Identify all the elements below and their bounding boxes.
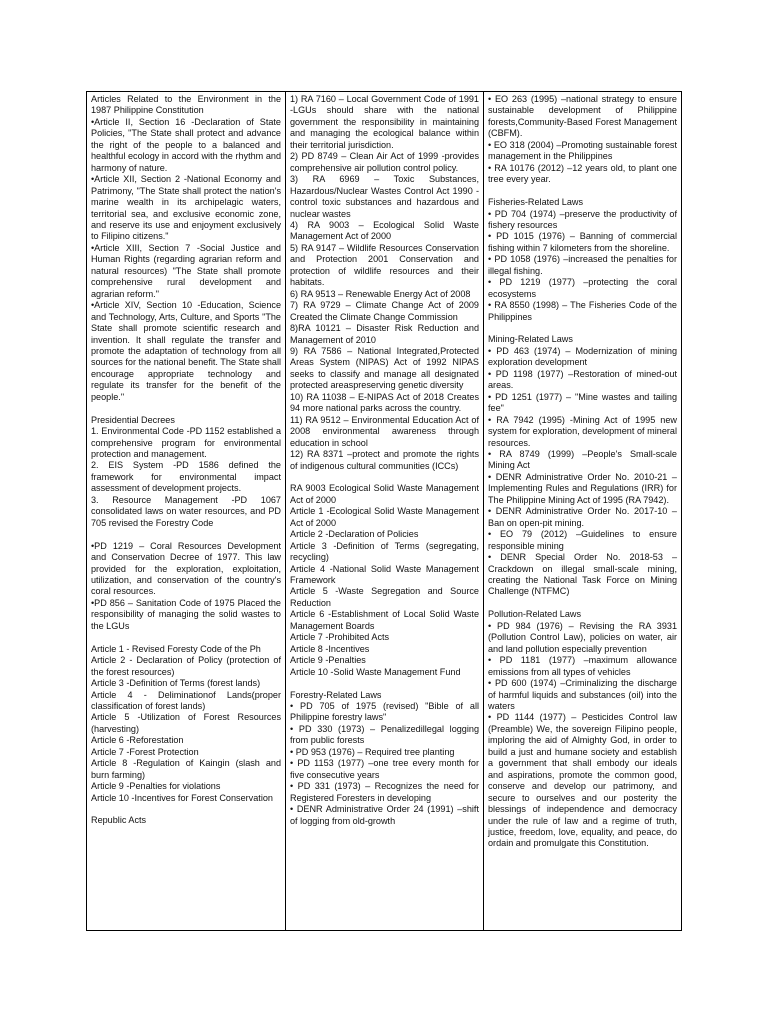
text-line: 2) PD 8749 – Clean Air Act of 1999 -provides comprehensive air pollution control policy.	[290, 151, 479, 173]
blank-line	[91, 529, 281, 540]
blank-line	[488, 323, 677, 334]
text-line: • PD 330 (1973) – Penalizedillegal logging from public forests	[290, 723, 479, 746]
text-line: 1) RA 7160 – Local Government Code of 1991 -LGUs should share with the national government the responsibility in maintaining and managing the ecological balance within their territorial jurisdiction.	[290, 94, 479, 150]
text-line: 10) RA 11038 – E-NIPAS Act of 2018 Creates 94 more national parks across the country.	[290, 391, 479, 414]
text-line: Article 2 - Declaration of Policy (protection of the forest resources)	[91, 655, 281, 677]
text-line: 3. Resource Management -PD 1067 consolidated laws on water resources, and PD 705 revised the Forestry Code	[91, 494, 281, 528]
text-line: 8)RA 10121 – Disaster Risk Reduction and Management of 2010	[290, 323, 479, 345]
column-sector-laws	[483, 92, 681, 930]
text-line: Article 10 -Solid Waste Management Fund	[290, 666, 461, 677]
text-line: 5) RA 9147 – Wildlife Resources Conservation and Protection 2001 Conservation and protection of wildlife resources and their habitats.	[290, 242, 479, 288]
text-line: •Article II, Section 16 -Declaration of State Policies, "The State shall protect and advance the right of the people to a balanced and healthful ecology in accord with the rhythm and harmony of nature.	[91, 116, 281, 173]
text-line: •Article XII, Section 2 -National Economy and Patrimony, "The State shall protect the nation's marine wealth in its archipelagic waters, territorial sea, and exclusive economic zone, and reserve its use and enjoyment exclusively to Filipino citizens."	[91, 174, 281, 242]
text-line: • DENR Administrative Order 24 (1991) –shift of logging from old-growth	[290, 804, 479, 826]
column-republic-acts	[285, 92, 483, 930]
text-line: Article 2 -Declaration of Policies	[290, 529, 419, 540]
text-line: • EO 263 (1995) –national strategy to ensure sustainable development of Philippine forests,Community-Based Forest Management (CBFM).	[488, 94, 677, 139]
text-line: Article 3 -Definition of Terms (forest lands)	[91, 678, 261, 689]
text-line: Mining-Related Laws	[488, 334, 573, 345]
text-line: Article 3 -Definition of Terms (segregating, recycling)	[290, 540, 479, 563]
column-constitution-decrees	[87, 92, 285, 930]
text-line: Article 4 - Deliminationof Lands(proper classification of forest lands)	[91, 689, 281, 711]
text-line: Article 9 -Penalties	[290, 655, 366, 666]
text-line: 12) RA 8371 –protect and promote the rights of indigenous cultural communities (ICCs)	[290, 449, 479, 471]
text-line: •Article XIII, Section 7 -Social Justice and Human Rights (regarding agrarian reform and natural resources) "The State shall promote comprehensive rural development and agrarian reform."	[91, 242, 281, 299]
text-line: •PD 856 – Sanitation Code of 1975 Placed the responsibility of managing the solid wastes to the LGUs	[91, 597, 281, 631]
text-line: Article 6 -Establishment of Local Solid Waste Management Boards	[290, 609, 479, 631]
text-line: • EO 318 (2004) –Promoting sustainable forest management in the Philippines	[488, 139, 677, 162]
text-line: • DENR Administrative Order No. 2010-21 –Implementing Rules and Regulations (IRR) for The Philippine Mining Act of 1995 (RA 7942).	[488, 471, 677, 505]
text-line: Article 6 -Reforestation	[91, 735, 184, 746]
text-line: Article 9 -Penalties for violations	[91, 781, 221, 792]
text-line: •Article XIV, Section 10 -Education, Science and Technology, Arts, Culture, and Sports "The State shall promote scientific research and invention. It shall regulate the transfer and promote the adaptation of technology from all sources for the national benefit. The State shall encourage appropriate technology and regulate its transfer for the benefit of the people."	[91, 300, 281, 402]
text-line: • RA 8550 (1998) – The Fisheries Code of the Philippines	[488, 300, 677, 322]
text-line: • PD 1058 (1976) –increased the penalties for illegal fishing.	[488, 254, 677, 276]
text-line: 11) RA 9512 – Environmental Education Act of 2008 environmental awareness through education in school	[290, 414, 479, 448]
text-line: • DENR Special Order No. 2018-53 –Crackdown on illegal small-scale mining, creating the National Task Force on Mining Challenge (NTFMC)	[488, 552, 677, 597]
document-page	[86, 91, 682, 931]
text-line: Forestry-Related Laws	[290, 689, 382, 700]
text-line: Articles Related to the Environment in the 1987 Philippine Constitution	[91, 94, 281, 116]
text-line: 3) RA 6969 – Toxic Substances, Hazardous/Nuclear Wastes Control Act 1990 -control toxic substances and hazardous and nuclear wastes	[290, 174, 479, 219]
blank-line	[290, 472, 479, 483]
text-line: • PD 463 (1974) – Modernization of mining exploration development	[488, 345, 677, 368]
text-line: • PD 1144 (1977) – Pesticides Control law (Preamble) We, the sovereign Filipino people, imploring the aid of Almighty God, in order to build a just and humane society and establish a government that shall embody our ideals and aspirations, promote the common good, conserve and develop our patrimony, and secure to ourselves and our posterity the blessings of independence and democracy under the rule of law and a regime of truth, justice, freedom, love, equality, and peace, do ordain and promulgate this Constitution.	[488, 712, 677, 849]
text-line: • RA 8749 (1999) –People's Small-scale Mining Act	[488, 449, 677, 471]
text-line: • PD 1015 (1976) – Banning of commercial fishing within 7 kilometers from the shoreline.	[488, 231, 677, 253]
text-line: • PD 1251 (1977) – "Mine wastes and tailing fee"	[488, 391, 677, 414]
text-line: • PD 1181 (1977) –maximum allowance emissions from all types of vehicles	[488, 655, 677, 677]
text-line: Pollution-Related Laws	[488, 609, 582, 620]
text-line: 1. Environmental Code -PD 1152 established a comprehensive program for environmental protection and management.	[91, 426, 281, 460]
blank-line	[488, 186, 677, 197]
text-line: • RA 10176 (2012) –12 years old, to plant one tree every year.	[488, 162, 677, 185]
text-line: • PD 1198 (1977) –Restoration of mined-out areas.	[488, 368, 677, 391]
text-line: Article 8 -Regulation of Kaingin (slash and burn farming)	[91, 758, 281, 780]
text-line: 7) RA 9729 – Climate Change Act of 2009 Created the Climate Change Commission	[290, 300, 479, 322]
text-line: • PD 1219 (1977) –protecting the coral ecosystems	[488, 277, 677, 299]
text-line: Article 7 -Prohibited Acts	[290, 632, 390, 643]
text-line: • DENR Administrative Order No. 2017-10 –Ban on open-pit mining.	[488, 506, 677, 528]
text-line: 4) RA 9003 – Ecological Solid Waste Management Act of 2000	[290, 219, 479, 242]
text-line: • PD 600 (1974) –Criminalizing the discharge of harmful liquids and substances (oil) into the waters	[488, 678, 677, 711]
text-line: • PD 331 (1973) – Recognizes the need for Registered Foresters in developing	[290, 781, 479, 803]
text-line: Article 5 -Waste Segregation and Source Reduction	[290, 586, 479, 608]
text-line: • EO 79 (2012) –Guidelines to ensure responsible mining	[488, 529, 677, 551]
blank-line	[91, 632, 281, 643]
text-line: Article 5 -Utilization of Forest Resources (harvesting)	[91, 712, 281, 734]
text-line: Article 10 -Incentives for Forest Conservation	[91, 792, 273, 803]
text-line: • PD 705 of 1975 (revised) "Bible of all Philippine forestry laws"	[290, 700, 479, 723]
text-line: Article 1 - Revised Foresty Code of the Ph	[91, 643, 261, 654]
text-line: RA 9003 Ecological Solid Waste Management Act of 2000	[290, 483, 479, 505]
text-line: 9) RA 7586 – National Integrated,Protected Areas System (NIPAS) Act of 1992 NIPAS seeks to classify and manage all designated protected areaspreserving genetic diversity	[290, 345, 479, 391]
text-line: Article 7 -Forest Protection	[91, 746, 199, 757]
text-line: • RA 7942 (1995) -Mining Act of 1995 new system for exploration, development of mineral resources.	[488, 414, 677, 448]
blank-line	[91, 804, 281, 815]
text-line: Article 8 -Incentives	[290, 643, 370, 654]
blank-line	[91, 403, 281, 414]
blank-line	[488, 598, 677, 609]
text-line: Article 1 -Ecological Solid Waste Management Act of 2000	[290, 506, 479, 528]
text-line: 6) RA 9513 – Renewable Energy Act of 2008	[290, 288, 471, 299]
text-line: Presidential Decrees	[91, 414, 175, 425]
text-line: Article 4 -National Solid Waste Management Framework	[290, 563, 479, 586]
text-line: Fisheries-Related Laws	[488, 197, 584, 208]
text-line: • PD 704 (1974) –preserve the productivity of fishery resources	[488, 208, 677, 230]
text-line: • PD 1153 (1977) –one tree every month for five consecutive years	[290, 758, 479, 780]
text-line: •PD 1219 – Coral Resources Development and Conservation Decree of 1977. This law provided for the exploration, exploitation, utilization, and conservation of the country's coral resources.	[91, 540, 281, 597]
text-line: Republic Acts	[91, 815, 147, 826]
text-line: • PD 953 (1976) – Required tree planting	[290, 746, 455, 757]
text-line: • PD 984 (1976) – Revising the RA 3931 (Pollution Control Law), policies on water, air and land pollution especially prevention	[488, 620, 677, 654]
blank-line	[290, 678, 479, 689]
text-line: 2. EIS System -PD 1586 defined the framework for environmental impact assessment of development projects.	[91, 460, 281, 494]
